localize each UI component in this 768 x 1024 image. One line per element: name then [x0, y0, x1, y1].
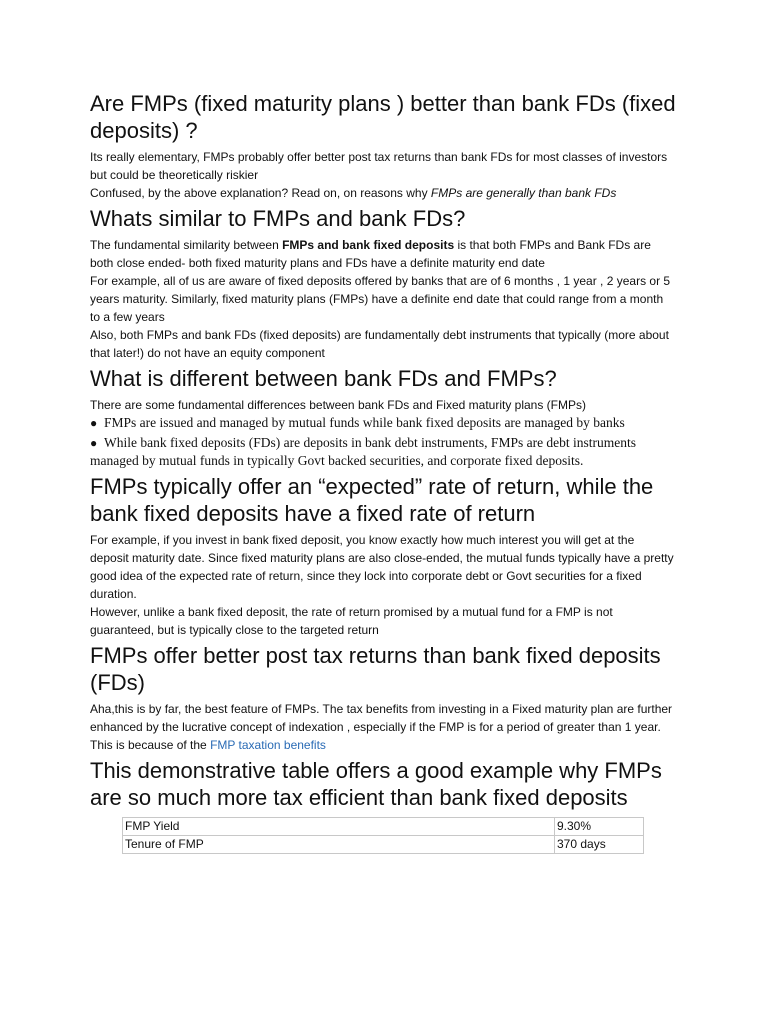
similar-paragraph-1 [90, 236, 676, 272]
list-item [90, 414, 676, 433]
posttax-paragraph-1 [90, 700, 676, 754]
intro-paragraph-2 [90, 184, 676, 202]
table-cell-value: 370 days [555, 835, 644, 853]
intro-paragraph-1: Its really elementary, FMPs probably offer better post tax returns than bank FDs for most classes of investors but could be theoretically riskier [90, 150, 668, 182]
heading-expected-return: FMPs typically offer an “expected” rate of return, while the bank fixed deposits have a fixed rate of return [90, 473, 654, 526]
similar-bold: FMPs and bank fixed deposits [282, 238, 455, 252]
similar-text-a: The fundamental similarity between [90, 238, 283, 252]
table-cell-label: Tenure of FMP [123, 835, 555, 853]
article-title: Are FMPs (fixed maturity plans ) better than bank FDs (fixed deposits) ? [90, 91, 676, 143]
expected-paragraph-2: However, unlike a bank fixed deposit, the rate of return promised by a mutual fund for a FMP is not guaranteed, but is typically close to the targeted return [90, 604, 613, 637]
table-row [123, 835, 644, 853]
expected-paragraph-1: For example, if you invest in bank fixed deposit, you know exactly how much interest you will get at the deposit maturity date. Since fixed maturity plans are also close-ended, the mutual funds typically have a pretty good idea of the expected rate of return, since they lock into corporate debt or Govt securities for a fixed duration. [90, 532, 674, 601]
heading-table: This demonstrative table offers a good example why FMPs are so much more tax efficient than bank fixed deposits [90, 757, 662, 810]
tax-table [122, 817, 644, 854]
intro-emphasis: FMPs are generally than bank FDs [430, 186, 617, 200]
bullet-icon: ● [90, 435, 98, 450]
similar-paragraph-2: For example, all of us are aware of fixed deposits offered by banks that are of 6 months , 1 year , 2 years or 5 years maturity. Similarly, fixed maturity plans (FMPs) have a definite end date that could range from a month to a few years [90, 274, 671, 324]
similar-paragraph-3: Also, both FMPs and bank FDs (fixed deposits) are fundamentally debt instruments that typically (more about that later!) do not have an equity component [90, 328, 669, 360]
heading-differences: What is different between bank FDs and FMPs? [90, 366, 557, 391]
table-row [123, 817, 644, 835]
list-item-text: FMPs are issued and managed by mutual funds while bank fixed deposits are managed by banks [104, 415, 625, 430]
list-item-text: While bank fixed deposits (FDs) are deposits in bank debt instruments, FMPs are debt instruments managed by mutual funds in typically Govt backed securities, and corporate fixed deposits. [90, 434, 637, 468]
intro-text: Confused, by the above explanation? Read on, on reasons why [90, 186, 431, 200]
different-paragraph-1: There are some fundamental differences between bank FDs and Fixed maturity plans (FMPs) [90, 398, 587, 412]
table-cell-label: FMP Yield [123, 817, 555, 835]
heading-similarities: Whats similar to FMPs and bank FDs? [90, 206, 466, 231]
fmp-taxation-link[interactable]: FMP taxation benefits [210, 737, 326, 752]
heading-post-tax: FMPs offer better post tax returns than bank fixed deposits (FDs) [90, 642, 661, 695]
table-cell-value: 9.30% [555, 817, 644, 835]
list-item [90, 434, 676, 470]
similar-text-c: is that both FMPs and Bank FDs are both close ended- both fixed maturity plans and FDs have a definite maturity end date [90, 238, 651, 270]
bullet-icon: ● [90, 416, 98, 430]
differences-list [90, 414, 676, 470]
posttax-text: Aha,this is by far, the best feature of FMPs. The tax benefits from investing in a Fixed maturity plan are further enhanced by the lucrative concept of indexation , especially if the FMP is for a period of greater than 1 year. This is because of the [90, 701, 673, 752]
